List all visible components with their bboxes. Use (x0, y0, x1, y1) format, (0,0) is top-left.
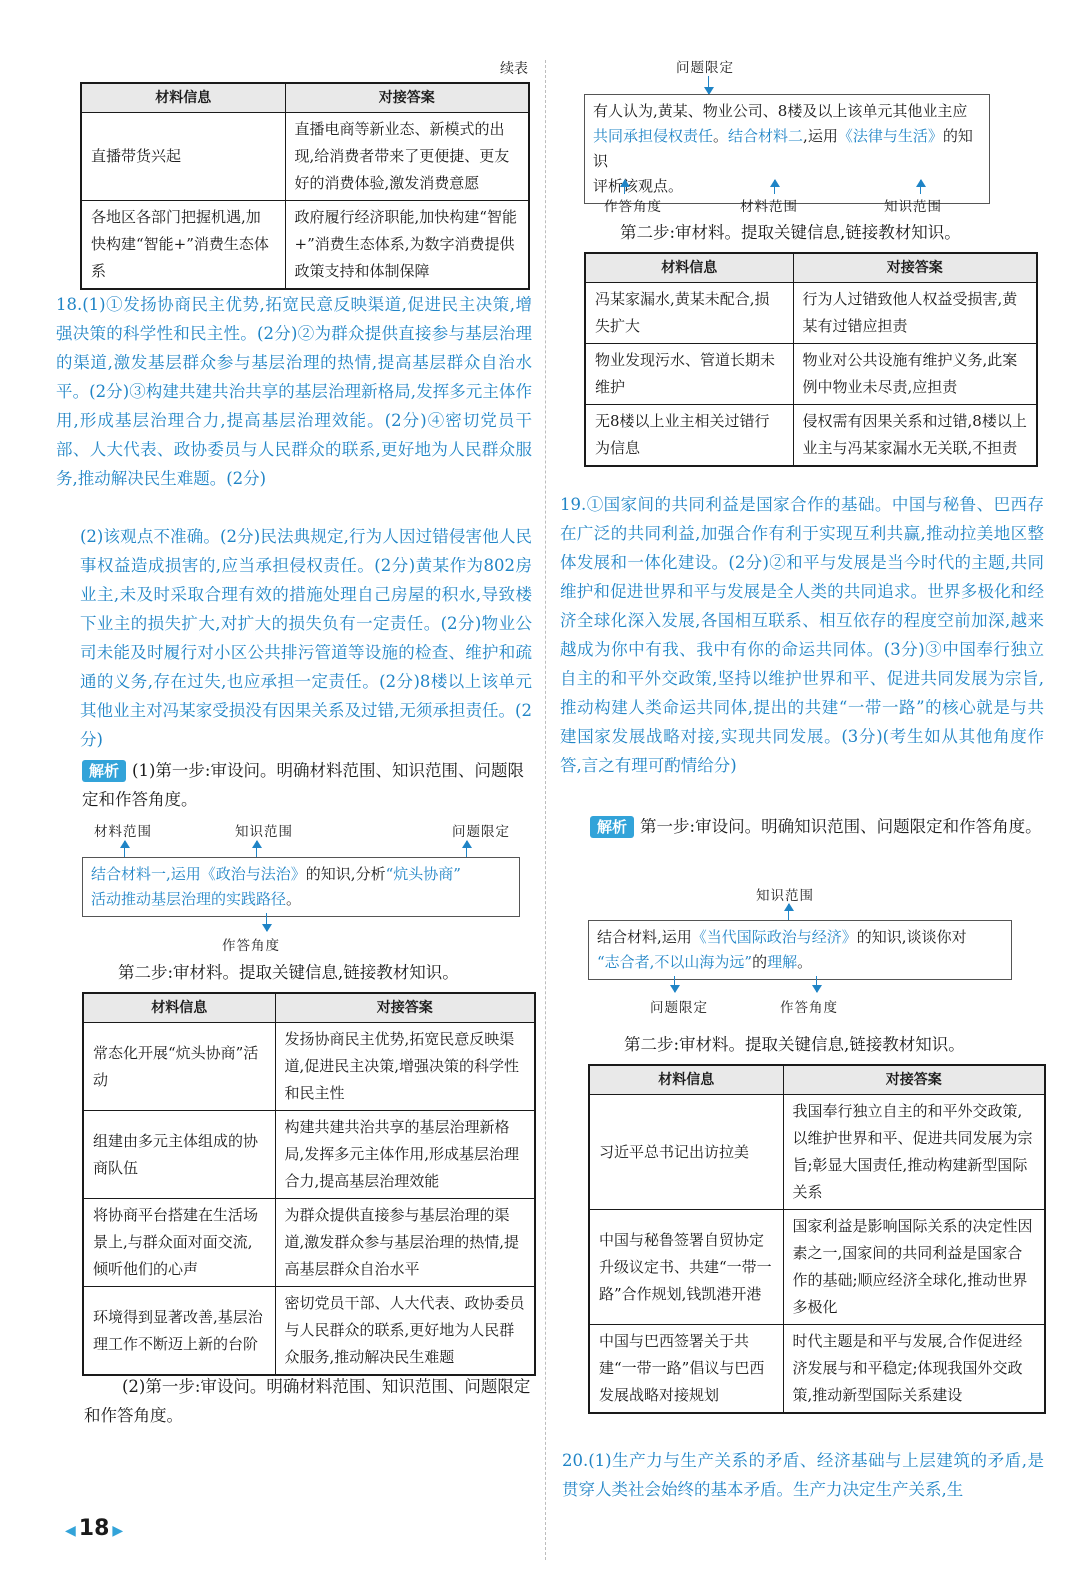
arrow-down (708, 76, 709, 94)
table-header-answer: 对接答案 (793, 253, 1037, 283)
arrow-up (624, 180, 625, 194)
cell-answer: 侵权需有因果关系和过错,8楼以上业主与冯某家漏水无关联,不担责 (793, 405, 1037, 467)
table-row (83, 1111, 535, 1199)
table-row (83, 1199, 535, 1287)
label-question-limit: 问题限定 (452, 824, 510, 840)
table-row (81, 113, 529, 201)
table-row (585, 405, 1037, 467)
continued-label: 续表 (500, 61, 528, 77)
analysis-badge: 解析 (590, 816, 634, 838)
step2-18: 第二步:审材料。提取关键信息,链接教材知识。 (118, 963, 459, 982)
analysis-19-step1: 解析 第一步:审设问。明确知识范围、问题限定和作答角度。 (590, 812, 1044, 841)
label-knowledge-range: 知识范围 (235, 824, 293, 840)
label-answer-angle: 作答角度 (222, 938, 280, 954)
table-19 (588, 1064, 1046, 1414)
cell-info: 环境得到显著改善,基层治理工作不断迈上新的台阶 (83, 1287, 275, 1376)
table-header-answer: 对接答案 (783, 1065, 1045, 1095)
question-box-19: 结合材料,运用《当代国际政治与经济》的知识,谈谈你对 “志合者,不以山海为远”的理解。 (588, 920, 1012, 980)
table-row (81, 201, 529, 290)
cell-answer: 国家利益是影响国际关系的决定性因素之一,国家间的共同利益是国家合作的基础;顺应经济全球化,推动世界多极化 (783, 1210, 1045, 1325)
answer-20: 20.(1)生产力与生产关系的矛盾、经济基础与上层建筑的矛盾,是贯穿人类社会始终的基本矛盾。生产力决定生产关系,生 (562, 1451, 1044, 1499)
arrow-down (266, 913, 267, 931)
page-number: ◀ 18 ▶ (65, 1516, 124, 1541)
arrow-up (466, 841, 467, 857)
step2-19: 第二步:审材料。提取关键信息,链接教材知识。 (624, 1035, 965, 1054)
cell-info: 冯某家漏水,黄某未配合,损失扩大 (585, 283, 793, 344)
arrow-up (920, 180, 921, 194)
diamond-right-icon: ▶ (112, 1523, 124, 1539)
arrow-down (816, 976, 817, 992)
cell-answer: 物业对公共设施有维护义务,此案例中物业未尽责,应担责 (793, 344, 1037, 405)
analysis-badge: 解析 (82, 760, 126, 782)
label-question-limit: 问题限定 (650, 1000, 708, 1016)
cell-info: 将协商平台搭建在生活场景上,与群众面对面交流,倾听他们的心声 (83, 1199, 275, 1287)
label-answer-angle: 作答角度 (604, 199, 662, 215)
step2-18-2: 第二步:审材料。提取关键信息,链接教材知识。 (620, 223, 961, 242)
column-divider (545, 60, 546, 1560)
label-knowledge-range: 知识范围 (756, 888, 814, 904)
label-material-range: 材料范围 (740, 199, 798, 215)
answer-18-part1: 18.(1)①发扬协商民主优势,拓宽民意反映渠道,促进民主决策,增强决策的科学性和民主性。(2分)②为群众提供直接参与基层治理的渠道,激发基层群众参与基层治理的热情,提高基层群众自治水平。(2分)③构建共建共治共享的基层治理新格局,发挥多元主体作用,形成基层治理合力,提高基层治理效能。(2分)④密切党员干部、人大代表、政协委员与人民群众的联系,更好地为人民群众服务,推动解决民生难题。(2分) (56, 295, 532, 488)
cell-info: 中国与巴西签署关于共建“一带一路”倡议与巴西发展战略对接规划 (589, 1325, 783, 1414)
arrow-up (788, 904, 789, 920)
table-row (585, 283, 1037, 344)
diamond-left-icon: ◀ (65, 1523, 76, 1539)
table-header-info: 材料信息 (585, 253, 793, 283)
table-header-answer: 对接答案 (275, 993, 535, 1023)
table-row (585, 344, 1037, 405)
label-material-range: 材料范围 (94, 824, 152, 840)
answer-19: 19.①国家间的共同利益是国家合作的基础。中国与秘鲁、巴西存在广泛的共同利益,加强合作有利于实现互利共赢,推动拉美地区整体发展和一体化建设。(2分)②和平与发展是当今时代的主题,共同维护和促进世界和平与发展是全人类的共同追求。世界多极化和经济全球化深入发展,各国相互联系、相互依存的程度空前加深,越来越成为你中有我、我中有你的命运共同体。(3分)③中国奉行独立自主的和平外交政策,坚持以维护世界和平、促进共同发展为宗旨,推动构建人类命运共同体,提出的共建“一带一路”的核心就是与共建国家发展战略对接,实现共同发展。(3分)(考生如从其他角度作答,言之有理可酌情给分) (560, 495, 1044, 775)
cell-answer: 发扬协商民主优势,拓宽民意反映渠道,促进民主决策,增强决策的科学性和民主性 (275, 1023, 535, 1111)
table-row (589, 1210, 1045, 1325)
analysis-18-step1: 解析 (1)第一步:审设问。明确材料范围、知识范围、问题限定和作答角度。 (82, 761, 524, 809)
table-row (83, 1287, 535, 1376)
cell-info: 直播带货兴起 (81, 113, 285, 201)
table-header-info: 材料信息 (589, 1065, 783, 1095)
question-box-18-2: 有人认为,黄某、物业公司、8楼及以上该单元其他业主应 共同承担侵权责任。结合材料二,运用《法律与生活》的知识 评析该观点。 (584, 94, 990, 204)
arrow-up (124, 841, 125, 857)
cell-info: 习近平总书记出访拉美 (589, 1095, 783, 1210)
cell-answer: 行为人过错致他人权益受损害,黄某有过错应担责 (793, 283, 1037, 344)
cell-answer: 为群众提供直接参与基层治理的渠道,激发群众参与基层治理的热情,提高基层群众自治水平 (275, 1199, 535, 1287)
table-header-info: 材料信息 (81, 83, 285, 113)
arrow-up (774, 180, 775, 194)
cell-answer: 我国奉行独立自主的和平外交政策,以维护世界和平、促进共同发展为宗旨;彰显大国责任,推动构建新型国际关系 (783, 1095, 1045, 1210)
table-18 (82, 992, 536, 1376)
label-answer-angle: 作答角度 (780, 1000, 838, 1016)
table-18-2 (584, 252, 1038, 467)
cell-info: 中国与秘鲁签署自贸协定升级议定书、共建“一带一路”合作规划,钱凯港开港 (589, 1210, 783, 1325)
table-row (589, 1325, 1045, 1414)
question-box-18-1: 结合材料一,运用《政治与法治》的知识,分析“炕头协商” 活动推动基层治理的实践路径。 (82, 857, 520, 917)
table-row (83, 1023, 535, 1111)
answer-18-part2: (2)该观点不准确。(2分)民法典规定,行为人因过错侵害他人民事权益造成损害的,应当承担侵权责任。(2分)黄某作为802房业主,未及时采取合理有效的措施处理自己房屋的积水,导致楼下业主的损失扩大,对扩大的损失负有一定责任。(2分)物业公司未能及时履行对小区公共排污管道等设施的检查、维护和疏通的义务,存在过失,也应承担一定责任。(2分)8楼以上该单元其他业主对冯某家受损没有因果关系及过错,无须承担责任。(2分) (80, 527, 532, 749)
cell-answer: 时代主题是和平与发展,合作促进经济发展与和平稳定;体现我国外交政策,推动新型国际关系建设 (783, 1325, 1045, 1414)
label-knowledge-range: 知识范围 (884, 199, 942, 215)
cell-answer: 直播电商等新业态、新模式的出现,给消费者带来了更便捷、更友好的消费体验,激发消费意愿 (285, 113, 529, 201)
label-question-limit: 问题限定 (676, 60, 734, 76)
cell-answer: 构建共建共治共享的基层治理新格局,发挥多元主体作用,形成基层治理合力,提高基层治理效能 (275, 1111, 535, 1199)
cell-answer: 政府履行经济职能,加快构建“智能+”消费生态体系,为数字消费提供政策支持和体制保障 (285, 201, 529, 290)
cell-info: 物业发现污水、管道长期未维护 (585, 344, 793, 405)
cell-answer: 密切党员干部、人大代表、政协委员与人民群众的联系,更好地为人民群众服务,推动解决民生难题 (275, 1287, 535, 1376)
table-header-info: 材料信息 (83, 993, 275, 1023)
table-header-answer: 对接答案 (285, 83, 529, 113)
table-row (589, 1095, 1045, 1210)
cell-info: 组建由多元主体组成的协商队伍 (83, 1111, 275, 1199)
table-top (80, 82, 530, 290)
cell-info: 各地区各部门把握机遇,加快构建“智能+”消费生态体系 (81, 201, 285, 290)
arrow-down (674, 976, 675, 992)
analysis-18-part2-step1: (2)第一步:审设问。明确材料范围、知识范围、问题限定和作答角度。 (84, 1377, 531, 1425)
cell-info: 常态化开展“炕头协商”活动 (83, 1023, 275, 1111)
arrow-up (256, 841, 257, 857)
cell-info: 无8楼以上业主相关过错行为信息 (585, 405, 793, 467)
